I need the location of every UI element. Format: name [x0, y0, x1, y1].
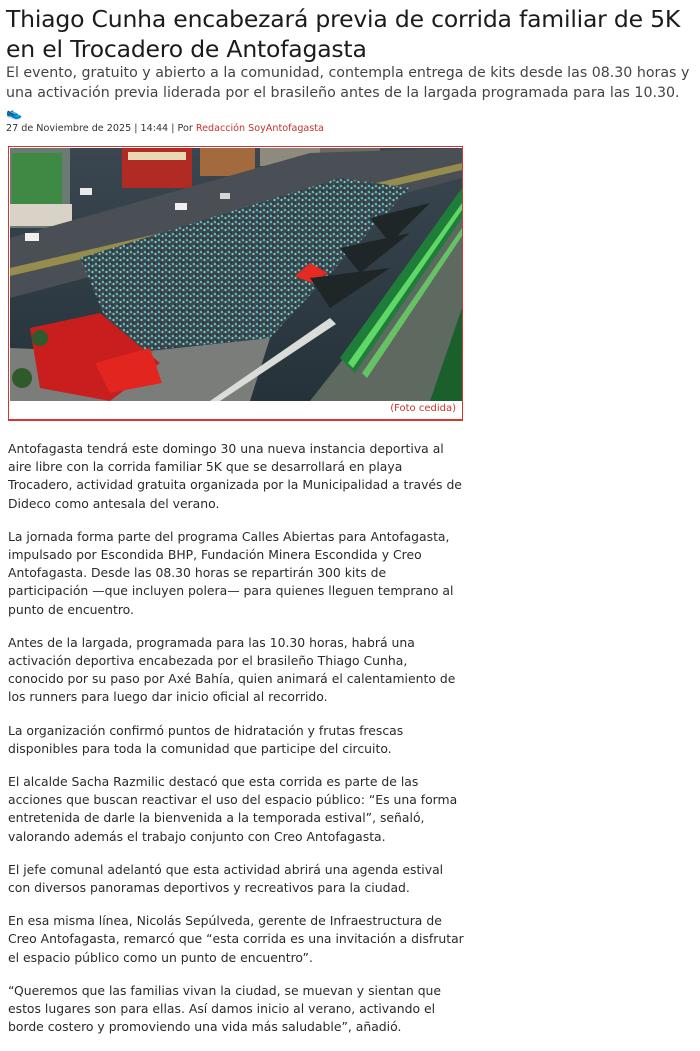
deck-text: El evento, gratuito y abierto a la comunidad, contempla entrega de kits desde las 08.30 horas y una activación previa liderada por el brasileño antes de la largada programada para las 10.30.	[6, 65, 690, 101]
paragraph: Antofagasta tendrá este domingo 30 una nueva instancia deportiva al aire libre con la corrida familiar 5K que se desarrollará en playa Trocadero, actividad gratuita organizada por la Municipalidad a través de Dideco como antesala del verano.	[8, 441, 462, 511]
paragraph: El jefe comunal adelantó que esta actividad abrirá una agenda estival con diversos panoramas deportivos y recreativos para la ciudad.	[8, 861, 444, 896]
figure-divider	[9, 419, 462, 421]
aerial-photo	[10, 148, 462, 401]
article-body	[8, 440, 466, 1051]
paragraph: El alcalde Sacha Razmilic destacó que esta corrida es parte de las acciones que buscan reactivar el uso del espacio público: “Es una forma entretenida de darle la bienvenida a la temporada estival”, señaló, valorando además el trabajo conjunto con Creo Antofagasta.	[8, 774, 458, 844]
publish-time: 14:44	[140, 123, 169, 134]
by-label: Por	[177, 123, 193, 134]
byline: 27 de Noviembre de 2025 | 14:44 | Por Redacción SoyAntofagasta	[6, 123, 324, 134]
article-photo-figure	[8, 146, 463, 421]
paragraph: La organización confirmó puntos de hidratación y frutas frescas disponibles para toda la comunidad que participe del circuito.	[8, 722, 404, 756]
article-deck	[6, 63, 696, 124]
sneaker-icon: 👟	[6, 106, 23, 121]
paragraph: En esa misma línea, Nicolás Sepúlveda, gerente de Infraestructura de Creo Antofagasta, remarcó que “esta corrida es una invitación a disfrutar el espacio público como un punto de encuentro”.	[8, 913, 464, 965]
paragraph: La jornada forma parte del programa Calles Abiertas para Antofagasta, impulsado por Escondida BHP, Fundación Minera Escondida y Creo Antofagasta. Desde las 08.30 horas se repartirán 300 kits de participación —que incluyen polera— para quienes lleguen temprano al punto de encuentro.	[8, 528, 454, 617]
article-title: Thiago Cunha encabezará previa de corrida familiar de 5K en el Trocadero de Antofagasta	[6, 5, 681, 63]
author-link[interactable]: Redacción SoyAntofagasta	[195, 123, 324, 134]
publish-date: 27 de Noviembre de 2025	[6, 123, 132, 134]
paragraph: “Queremos que las familias vivan la ciudad, se muevan y sientan que estos lugares son para ellas. Así damos inicio al verano, activando el borde costero y promoviendo una vida más saludable”, añadió.	[8, 982, 442, 1035]
paragraph: Antes de la largada, programada para las 10.30 horas, habrá una activación deportiva encabezada por el brasileño Thiago Cunha, conocido por su paso por Axé Bahía, quien animará el calentamiento de los runners para luego dar inicio oficial al recorrido.	[8, 634, 456, 705]
photo-credit: (Foto cedida)	[390, 403, 456, 414]
